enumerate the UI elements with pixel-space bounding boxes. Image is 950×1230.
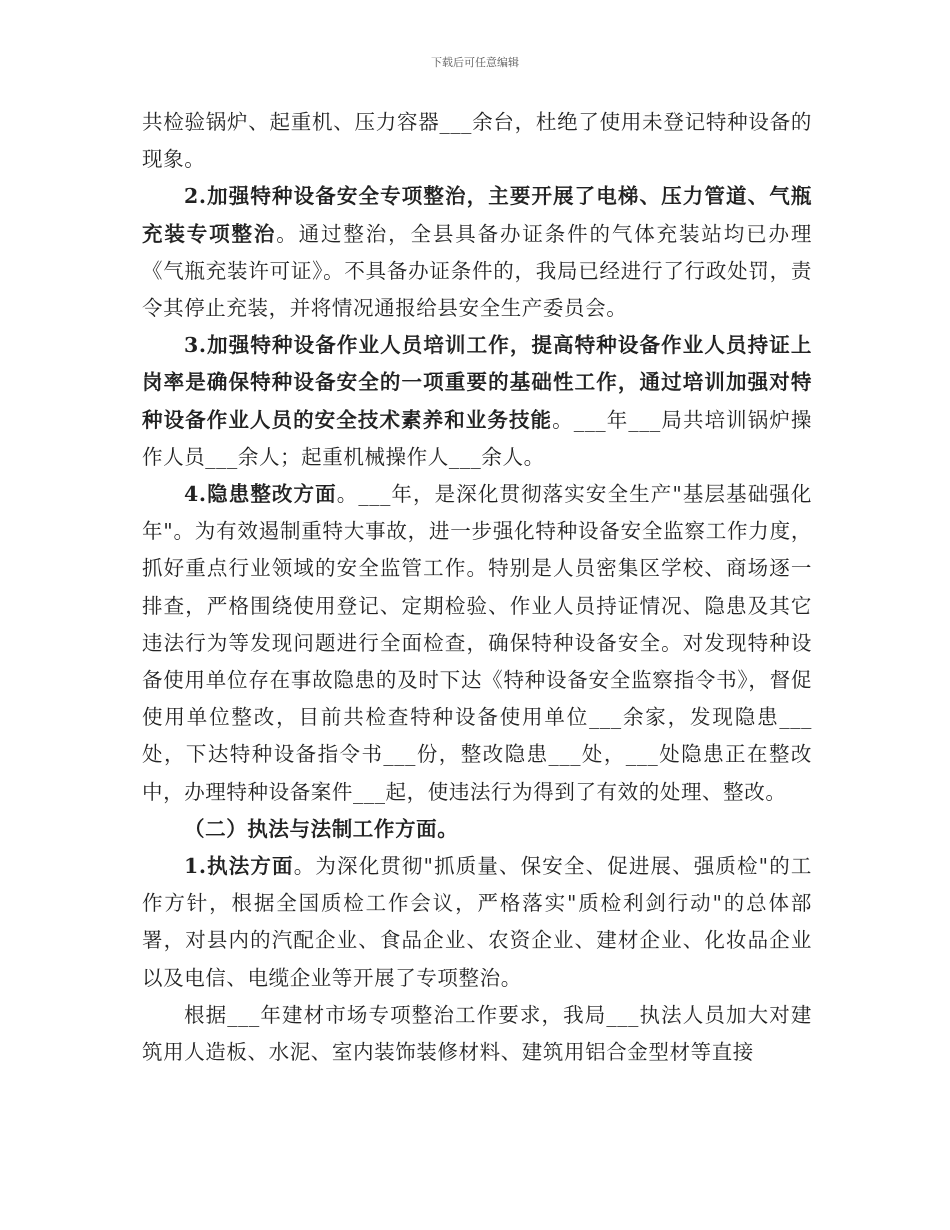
paragraph-text: 共检验锅炉、起重机、压力容器___余台，杜绝了使用未登记特种设备的现象。	[142, 110, 812, 172]
paragraph-item-2	[142, 178, 812, 327]
paragraph-text: 根据___年建材市场专项整治工作要求，我局___执法人员加大对建筑用人造板、水泥、室内装饰装修材料、建筑用铝合金型材等直接	[142, 1002, 812, 1065]
paragraph-building-materials	[142, 997, 812, 1071]
section-heading	[142, 811, 812, 848]
paragraph-enforcement	[142, 848, 812, 997]
paragraph-item-3	[142, 327, 812, 476]
paragraph-heading: 1.执法方面	[184, 854, 294, 879]
page-header: 下载后可任意编辑	[431, 56, 519, 69]
paragraph-text: 。___年___局共培训锅炉操作人员___余人；起重机械操作人___余人。	[142, 407, 813, 469]
paragraph-heading: 2.加强特种设备安全专项整治，主要开展了电梯、压力管道、气瓶充装专项整治	[142, 184, 812, 246]
section-title: （二）执法与法制工作方面。	[184, 816, 459, 841]
paragraph-text: 。通过整治，全县具备办证条件的气体充装站均已办理《气瓶充装许可证》。不具备办证条件的，我局已经进行了行政处罚，责令其停止充装，并将情况通报给县安全生产委员会。	[142, 221, 812, 321]
paragraph-continuation	[142, 104, 812, 178]
paragraph-text: 。___年，是深化贯彻落实安全生产"基层基础强化年"。为有效遏制重特大事故，进一步强化特种设备安全监察工作力度，抓好重点行业领域的安全监管工作。特别是人员密集区学校、商场逐一排查，严格围绕使用登记、定期检验、作业人员持证情况、隐患及其它违法行为等发现问题进行全面检查，确保特种设备安全。对发现特种设备使用单位存在事故隐患的及时下达《特种设备安全监察指令书》，督促使用单位整改，目前共检查特种设备使用单位___余家，发现隐患___处，下达特种设备指令书___份，整改隐患___处，___处隐患正在整改中，办理特种设备案件___起，使违法行为得到了有效的处理、整改。	[142, 482, 813, 804]
paragraph-heading: 3.加强特种设备作业人员培训工作，提高特种设备作业人员持证上岗率是确保特种设备安全的一项重要的基础性工作，通过培训加强对特种设备作业人员的安全技术素养和业务技能	[142, 333, 812, 432]
paragraph-heading: 4.隐患整改方面	[184, 482, 337, 507]
paragraph-text: 。为深化贯彻"抓质量、保安全、促进展、强质检"的工作方针，根据全国质检工作会议，严格落实"质检利剑行动"的总体部署，对县内的汽配企业、食品企业、农资企业、建材企业、化妆品企业以及电信、电缆企业等开展了专项整治。	[142, 854, 812, 990]
document-body	[142, 104, 812, 1071]
paragraph-item-4	[142, 476, 812, 811]
